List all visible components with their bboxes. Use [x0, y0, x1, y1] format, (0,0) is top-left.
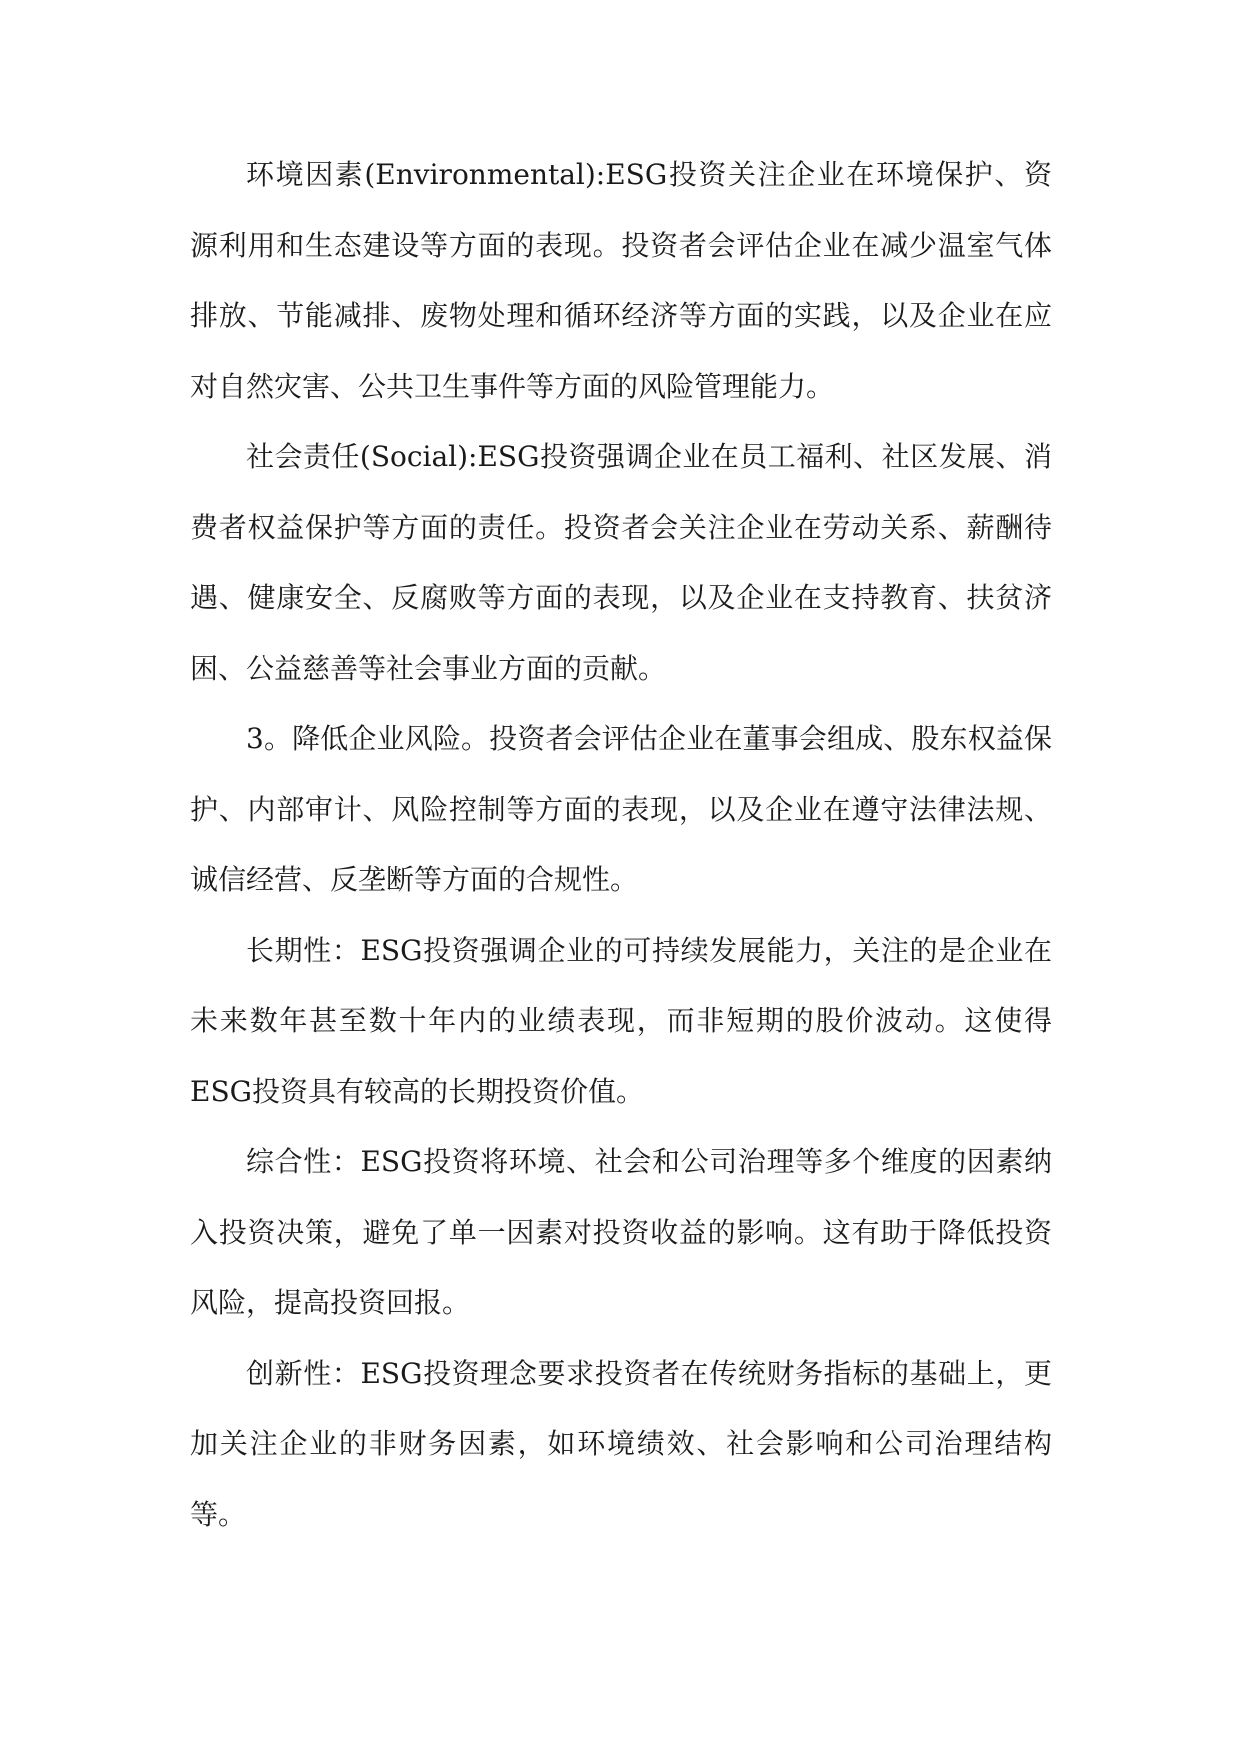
- paragraph-environmental: 环境因素(Environmental):ESG投资关注企业在环境保护、资源利用和生态建设等方面的表现。投资者会评估企业在减少温室气体排放、节能减排、废物处理和循环经济等方面的实践，以及企业在应对自然灾害、公共卫生事件等方面的风险管理能力。: [190, 158, 1052, 403]
- paragraph-long-term: 长期性：ESG投资强调企业的可持续发展能力，关注的是企业在未来数年甚至数十年内的业绩表现，而非短期的股价波动。这使得ESG投资具有较高的长期投资价值。: [190, 933, 1052, 1108]
- paragraph-social: 社会责任(Social):ESG投资强调企业在员工福利、社区发展、消费者权益保护等方面的责任。投资者会关注企业在劳动关系、薪酬待遇、健康安全、反腐败等方面的表现，以及企业在支持教育、扶贫济困、公益慈善等社会事业方面的贡献。: [190, 440, 1052, 685]
- document-body: [190, 140, 1052, 1550]
- paragraph-risk: 3。降低企业风险。投资者会评估企业在董事会组成、股东权益保护、内部审计、风险控制等方面的表现，以及企业在遵守法律法规、诚信经营、反垄断等方面的合规性。: [190, 722, 1052, 896]
- paragraph-innovation: 创新性：ESG投资理念要求投资者在传统财务指标的基础上，更加关注企业的非财务因素，如环境绩效、社会影响和公司治理结构等。: [190, 1356, 1052, 1531]
- paragraph-comprehensive: 综合性：ESG投资将环境、社会和公司治理等多个维度的因素纳入投资决策，避免了单一因素对投资收益的影响。这有助于降低投资风险，提高投资回报。: [190, 1145, 1052, 1319]
